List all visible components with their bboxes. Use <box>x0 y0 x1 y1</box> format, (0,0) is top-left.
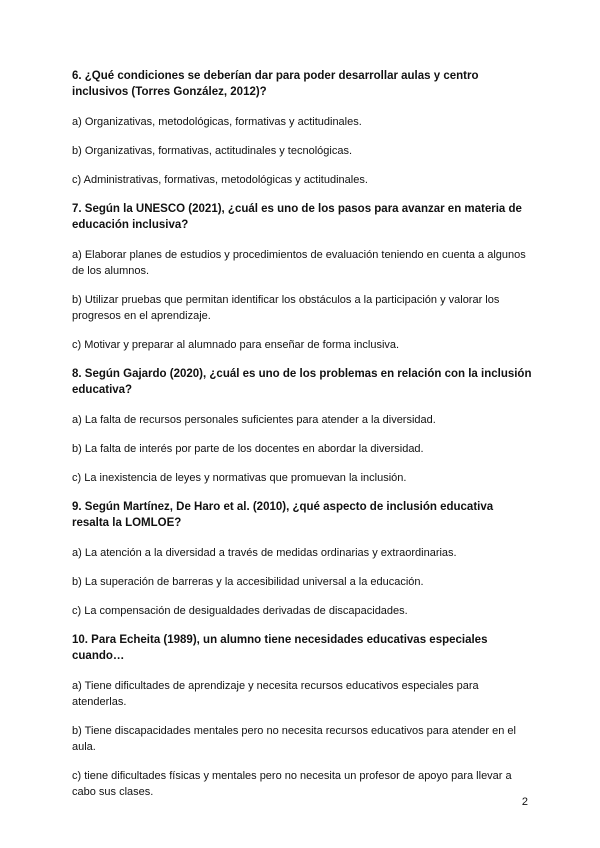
answer-option: c) Motivar y preparar al alumnado para enseñar de forma inclusiva. <box>72 339 400 351</box>
answer-option: a) Tiene dificultades de aprendizaje y necesita recursos educativos especiales para atenderlas. <box>72 680 479 708</box>
answer-option: c) La compensación de desigualdades derivadas de discapacidades. <box>72 605 408 617</box>
question-text: 9. Según Martínez, De Haro et al. (2010), ¿qué aspecto de inclusión educativa resalta la LOMLOE? <box>72 501 494 529</box>
question-block <box>72 632 532 800</box>
answer-option: a) Elaborar planes de estudios y procedimientos de evaluación teniendo en cuenta a algunos de los alumnos. <box>72 249 526 277</box>
answer-option: c) tiene dificultades físicas y mentales pero no necesita un profesor de apoyo para llevar a cabo sus clases. <box>72 770 512 798</box>
question-block <box>72 366 532 486</box>
answer-option: c) Administrativas, formativas, metodológicas y actitudinales. <box>72 174 368 186</box>
answer-option: a) La falta de recursos personales suficientes para atender a la diversidad. <box>72 414 436 426</box>
answer-option: b) La superación de barreras y la accesibilidad universal a la educación. <box>72 576 424 588</box>
document-body <box>72 68 532 813</box>
question-block <box>72 499 532 619</box>
question-block <box>72 68 532 188</box>
answer-option: b) Utilizar pruebas que permitan identificar los obstáculos a la participación y valorar los progresos en el aprendizaje. <box>72 294 500 322</box>
question-text: 10. Para Echeita (1989), un alumno tiene necesidades educativas especiales cuando… <box>72 634 488 662</box>
question-text: 8. Según Gajardo (2020), ¿cuál es uno de los problemas en relación con la inclusión educativa? <box>72 368 532 396</box>
answer-option: b) Organizativas, formativas, actitudinales y tecnológicas. <box>72 145 353 157</box>
question-text: 7. Según la UNESCO (2021), ¿cuál es uno de los pasos para avanzar en materia de educación inclusiva? <box>72 203 522 231</box>
answer-option: b) La falta de interés por parte de los docentes en abordar la diversidad. <box>72 443 424 455</box>
answer-option: b) Tiene discapacidades mentales pero no necesita recursos educativos para atender en el aula. <box>72 725 516 753</box>
page-number: 2 <box>521 796 528 808</box>
answer-option: a) La atención a la diversidad a través de medidas ordinarias y extraordinarias. <box>72 547 457 559</box>
question-text: 6. ¿Qué condiciones se deberían dar para poder desarrollar aulas y centro inclusivos (Torres González, 2012)? <box>72 70 479 98</box>
answer-option: a) Organizativas, metodológicas, formativas y actitudinales. <box>72 116 362 128</box>
answer-option: c) La inexistencia de leyes y normativas que promuevan la inclusión. <box>72 472 407 484</box>
question-block <box>72 201 532 353</box>
